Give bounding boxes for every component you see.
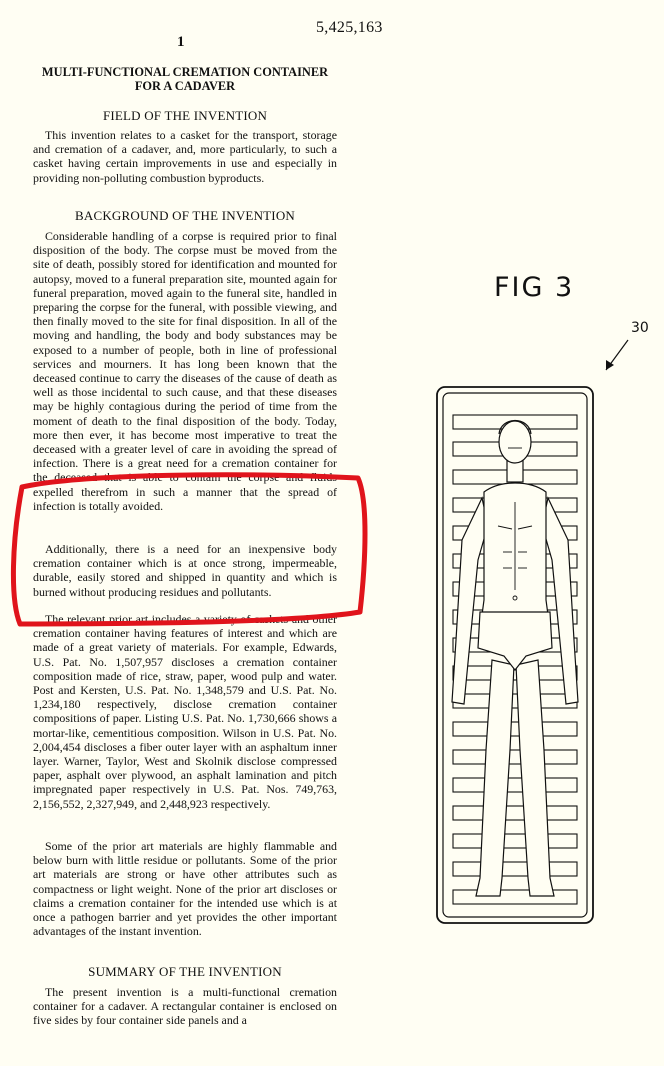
container-drawing bbox=[400, 330, 640, 930]
figure-label: FIG 3 bbox=[494, 272, 575, 303]
column-number: 1 bbox=[177, 34, 185, 50]
patent-number: 5,425,163 bbox=[316, 19, 383, 36]
summary-heading: SUMMARY OF THE INVENTION bbox=[88, 964, 282, 979]
background-paragraph-3: The relevant prior art includes a variety of caskets and other cremation container having features of interest and which are made of a great variety of materials. For example, Edwards, U.S. Pat. No. 1,507,957 discloses a cremation container composition made of rice, straw, paper, wood pulp and water. Post and Kersten, U.S. Pat. No. 1,348,579 and U.S. Pat. No. 1,234,180 respectively, disclose cremation container compositions of paper. Listing U.S. Pat. No. 1,730,666 shows a mortar-like, cementitious composition. Wilson in U.S. Pat. No. 2,004,454 discloses a fiber outer layer with an asphaltum inner layer. Warner, Taylor, West and Skolnik disclose compressed paper, asphalt over plywood, an asphalt lamination and pitch impregnated paper respectively in U.S. Pat. Nos. 749,763, 2,156,552, 2,327,949, and 2,448,923 respectively. bbox=[33, 612, 337, 811]
field-paragraph: This invention relates to a casket for the transport, storage and cremation of a cadaver, and, more particularly, to such a casket having certain improvements in use and especially in providing non-polluting combustion byproducts. bbox=[33, 128, 337, 185]
field-heading: FIELD OF THE INVENTION bbox=[102, 108, 268, 123]
background-paragraph-4: Some of the prior art materials are highly flammable and below burn with little residue or pollutants. Some of the prior art materials are strong or have other attributes such as compactness or light weight. None of the prior art discloses or claims a cremation container for the intended use which is at once a pathogen barrier and yet provides the other important advantages of the instant invention. bbox=[33, 839, 337, 939]
background-paragraph-1: Considerable handling of a corpse is required prior to final disposition of the body. The corpse must be moved from the site of death, possibly stored for identification and mounted for autopsy, moved to a funeral preparation site, mounted again for funeral preparation, moved again to the funeral site, handled in preparing the corpse for the funeral, with possible viewing, and then finally moved to the site for final disposition. In all of the moving and handling, the body and body substances may be exposed to a number of people, both in line of professional services and mourners. It has long been known that the deceased continue to carry the diseases of the cause of death as well as those incidental to such cause, and that these diseases may be highly contagious during the period of time from the moment of death to the final disposition of the body. Today, more then ever, it has become most imperative to treat the deceased with a greater level of care in avoiding the spread of infection. There is a great need for a cremation container for the deceased that is able to contain the corpse and fluids expelled therefrom in such a manner that the spread of infection is totally avoided. bbox=[33, 229, 337, 513]
reference-numeral: 30 bbox=[631, 320, 649, 336]
summary-paragraph: The present invention is a multi-functional cremation container for a cadaver. A rectangular container is enclosed on five sides by four container side panels and a bbox=[33, 985, 337, 1028]
document-title: MULTI-FUNCTIONAL CREMATION CONTAINER FOR A CADAVER bbox=[41, 65, 329, 93]
background-heading: BACKGROUND OF THE INVENTION bbox=[74, 208, 295, 223]
body-figure bbox=[452, 421, 578, 897]
background-paragraph-2: Additionally, there is a need for an inexpensive body cremation container which is at once strong, impermeable, durable, easily stored and shipped in quantity and which is burned without producing residues and pollutants. bbox=[33, 542, 337, 599]
